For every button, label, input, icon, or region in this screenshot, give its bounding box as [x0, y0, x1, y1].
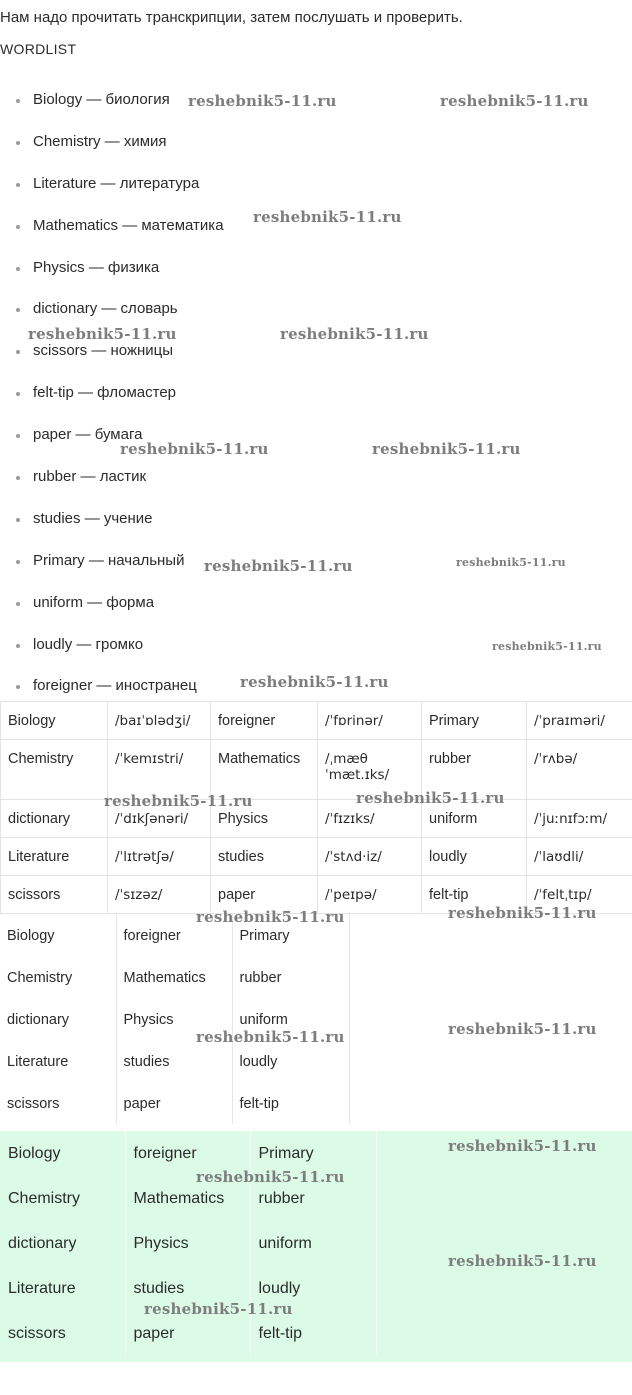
watermark: reshebnik5-11.ru [280, 325, 429, 343]
intro-text: Нам надо прочитать транскрипции, затем послушать и проверить. [0, 9, 463, 26]
bullet-icon [16, 225, 20, 229]
list-item: dictionary — словарь [0, 299, 632, 341]
word-cell: felt-tip [250, 1311, 376, 1356]
list-item: foreigner — иностранец [0, 676, 632, 718]
list-item: uniform — форма [0, 593, 632, 635]
word-table [0, 914, 350, 1124]
transcription-cell: /ˈdɪkʃənəri/ [108, 800, 211, 838]
watermark: reshebnik5-11.ru [104, 792, 253, 810]
list-item: Literature — литература [0, 174, 632, 216]
table-row [0, 956, 349, 998]
transcription-cell: /ˈsɪzəz/ [108, 876, 211, 914]
watermark: reshebnik5-11.ru [196, 1028, 345, 1046]
word-cell: studies [211, 838, 318, 876]
bullet-icon [16, 183, 20, 187]
watermark: reshebnik5-11.ru [456, 556, 566, 569]
word-cell: Physics [125, 1221, 250, 1266]
transcription-cell: /ˈfeltˌtɪp/ [527, 876, 632, 914]
watermark: reshebnik5-11.ru [356, 789, 505, 807]
bullet-icon [16, 602, 20, 606]
list-item: paper — бумага [0, 425, 632, 467]
word-cell: Literature [0, 1040, 116, 1082]
bullet-icon [16, 350, 20, 354]
bullet-icon [16, 434, 20, 438]
bullet-icon [16, 141, 20, 145]
transcription-cell: /ˈfɒrinər/ [318, 702, 422, 740]
transcription-cell: /ˈlɪtrətʃə/ [108, 838, 211, 876]
word-cell: scissors [1, 876, 108, 914]
bullet-icon [16, 476, 20, 480]
word-cell: paper [116, 1082, 232, 1124]
word-cell: Physics [211, 800, 318, 838]
watermark: reshebnik5-11.ru [144, 1300, 293, 1318]
word-cell: rubber [250, 1176, 376, 1221]
watermark: reshebnik5-11.ru [28, 325, 177, 343]
transcription-cell: /ˈpeɪpə/ [318, 876, 422, 914]
word-cell: rubber [422, 740, 527, 800]
word-cell: loudly [232, 1040, 349, 1082]
word-cell: scissors [0, 1311, 125, 1356]
watermark: reshebnik5-11.ru [204, 557, 353, 575]
table-row [0, 1040, 349, 1082]
word-cell: Biology [0, 914, 116, 956]
table-row [1, 800, 632, 838]
transcription-cell: /ˈpraɪməri/ [527, 702, 632, 740]
word-cell: Literature [0, 1266, 125, 1311]
list-item: scissors — ножницы [0, 341, 632, 383]
word-cell: Chemistry [0, 1176, 125, 1221]
list-item: Chemistry — химия [0, 132, 632, 174]
bullet-icon [16, 308, 20, 312]
transcription-cell: /ˈlaʊdli/ [527, 838, 632, 876]
watermark: reshebnik5-11.ru [440, 92, 589, 110]
watermark: reshebnik5-11.ru [448, 1020, 597, 1038]
word-cell: scissors [0, 1082, 116, 1124]
transcription-cell: /ˈkemɪstri/ [108, 740, 211, 800]
transcription-cell: /ˈfɪzɪks/ [318, 800, 422, 838]
word-cell: uniform [422, 800, 527, 838]
bullet-icon [16, 99, 20, 103]
word-cell: foreigner [125, 1131, 250, 1176]
word-cell: felt-tip [422, 876, 527, 914]
word-cell: Chemistry [0, 956, 116, 998]
list-item: Mathematics — математика [0, 216, 632, 258]
bullet-icon [16, 560, 20, 564]
word-cell: Literature [1, 838, 108, 876]
list-item: Primary — начальный [0, 551, 632, 593]
word-cell: dictionary [0, 1221, 125, 1266]
word-cell: felt-tip [232, 1082, 349, 1124]
list-item: Physics — физика [0, 258, 632, 300]
list-item: felt-tip — фломастер [0, 383, 632, 425]
bullet-icon [16, 644, 20, 648]
list-item: rubber — ластик [0, 467, 632, 509]
wordlist-heading: WORDLIST [0, 41, 77, 57]
word-cell: dictionary [1, 800, 108, 838]
word-cell: paper [125, 1311, 250, 1356]
word-cell: Mathematics [116, 956, 232, 998]
watermark: reshebnik5-11.ru [448, 904, 597, 922]
watermark: reshebnik5-11.ru [492, 640, 602, 653]
word-cell: studies [116, 1040, 232, 1082]
bullet-icon [16, 518, 20, 522]
table-row [1, 838, 632, 876]
watermark: reshebnik5-11.ru [448, 1252, 597, 1270]
word-cell: uniform [232, 998, 349, 1040]
transcription-cell: /ˈstʌd·iz/ [318, 838, 422, 876]
transcription-cell: /ˈjuːnɪfɔːm/ [527, 800, 632, 838]
watermark: reshebnik5-11.ru [253, 208, 402, 226]
watermark: reshebnik5-11.ru [240, 673, 389, 691]
word-cell: Primary [232, 914, 349, 956]
word-cell: dictionary [0, 998, 116, 1040]
word-cell: Chemistry [1, 740, 108, 800]
transcription-table [0, 701, 632, 914]
table-row [0, 1082, 349, 1124]
word-cell: loudly [422, 838, 527, 876]
bullet-icon [16, 267, 20, 271]
table-row [0, 1221, 376, 1266]
word-cell: Biology [0, 1131, 125, 1176]
word-cell: Biology [1, 702, 108, 740]
list-item: Biology — биология [0, 90, 632, 132]
watermark: reshebnik5-11.ru [196, 1168, 345, 1186]
transcription-cell: /ˌmæθ ˈmæt.ɪks/ [318, 740, 422, 800]
watermark: reshebnik5-11.ru [120, 440, 269, 458]
word-cell: foreigner [211, 702, 318, 740]
word-cell: foreigner [116, 914, 232, 956]
wordlist [0, 90, 632, 718]
word-cell: rubber [232, 956, 349, 998]
bullet-icon [16, 392, 20, 396]
word-cell: loudly [250, 1266, 376, 1311]
watermark: reshebnik5-11.ru [188, 92, 337, 110]
word-cell: studies [125, 1266, 250, 1311]
word-cell: Physics [116, 998, 232, 1040]
watermark: reshebnik5-11.ru [448, 1137, 597, 1155]
word-cell: uniform [250, 1221, 376, 1266]
word-cell: Primary [250, 1131, 376, 1176]
transcription-cell: /baɪˈɒlədʒi/ [108, 702, 211, 740]
watermark: reshebnik5-11.ru [372, 440, 521, 458]
word-cell: Mathematics [125, 1176, 250, 1221]
bullet-icon [16, 685, 20, 689]
transcription-cell: /ˈrʌbə/ [527, 740, 632, 800]
watermark: reshebnik5-11.ru [196, 908, 345, 926]
word-cell: Mathematics [211, 740, 318, 800]
table-row [1, 702, 632, 740]
word-cell: paper [211, 876, 318, 914]
list-item: loudly — громко [0, 635, 632, 677]
word-cell: Primary [422, 702, 527, 740]
green-word-table [0, 1131, 377, 1356]
list-item: studies — учение [0, 509, 632, 551]
table-row [1, 740, 632, 800]
